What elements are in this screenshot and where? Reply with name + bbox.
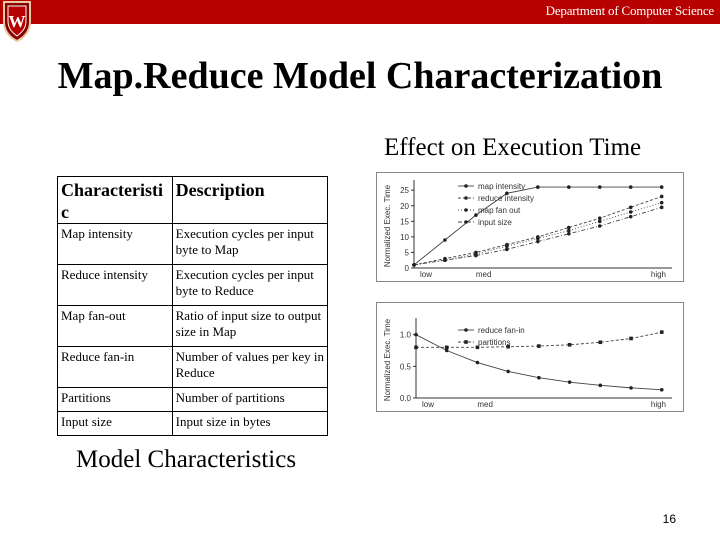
data-point [445, 349, 449, 353]
data-point [476, 361, 480, 365]
y-tick-label: 20 [400, 201, 409, 211]
university-crest-logo [1, 0, 33, 42]
data-point [536, 237, 540, 241]
chart-section-heading: Effect on Execution Time [384, 134, 642, 161]
legend-marker [464, 328, 468, 332]
data-point [629, 210, 633, 214]
table-row [58, 412, 328, 436]
x-tick-label: high [650, 270, 666, 279]
y-tick-label: 0.0 [399, 394, 411, 403]
table-cell-description: Number of values per key in Reduce [172, 347, 327, 388]
x-tick-label: med [475, 270, 492, 279]
legend-marker [464, 208, 468, 212]
y-axis-label: Normalized Exec. Time [383, 184, 392, 268]
y-tick-label: 25 [400, 186, 409, 196]
y-tick-label: 0.5 [399, 362, 411, 372]
table-cell-name: Reduce fan-in [58, 347, 173, 388]
chart-intensity [376, 172, 684, 282]
table-header-characteristic: Characteristi c [58, 177, 173, 224]
data-point [506, 370, 510, 374]
legend-marker [464, 340, 468, 344]
legend-label: map fan out [478, 206, 521, 215]
table-cell-description: Execution cycles per input byte to Reduce [172, 265, 327, 306]
data-point [598, 220, 602, 224]
table-row [58, 224, 328, 265]
x-tick-label: low [419, 270, 433, 279]
y-tick-label: 15 [400, 217, 409, 227]
data-point [629, 185, 633, 189]
data-point [474, 254, 478, 258]
data-point [537, 344, 541, 348]
legend-label: map intensity [478, 182, 526, 191]
table-row [58, 347, 328, 388]
table-header-description: Description [172, 177, 327, 224]
slide-title: Map.Reduce Model Characterization [57, 55, 663, 97]
data-point [568, 343, 572, 347]
legend-label: reduce intensity [478, 194, 535, 203]
table-cell-name: Map intensity [58, 224, 173, 265]
characteristics-table [57, 176, 328, 436]
table-cell-name: Reduce intensity [58, 265, 173, 306]
data-point [414, 333, 418, 337]
data-point [598, 216, 602, 220]
table-cell-description: Execution cycles per input byte to Map [172, 224, 327, 265]
table-cell-description: Number of partitions [172, 388, 327, 412]
data-point [414, 346, 418, 350]
data-point [567, 185, 571, 189]
legend-label: input size [478, 218, 512, 227]
chart-frame [377, 303, 684, 412]
table-row [58, 306, 328, 347]
chart-fanin-partitions [376, 302, 684, 412]
table-cell-name: Input size [58, 412, 173, 436]
legend-marker [464, 196, 468, 200]
data-point [568, 380, 572, 384]
data-point [598, 224, 602, 228]
legend-label: partitions [478, 338, 511, 347]
table-cell-description: Input size in bytes [172, 412, 327, 436]
data-point [443, 238, 447, 242]
data-point [505, 244, 509, 248]
data-point [505, 248, 509, 252]
x-tick-label: med [477, 400, 493, 409]
data-point [445, 346, 449, 350]
y-tick-label: 5 [404, 248, 409, 258]
data-point [537, 376, 541, 380]
data-point [629, 337, 633, 341]
data-point [660, 388, 664, 392]
y-tick-label: 1.0 [399, 330, 411, 340]
data-point [629, 386, 633, 390]
data-point [412, 263, 416, 267]
crest-letter: W [8, 12, 26, 31]
chart-intensity-svg [376, 172, 684, 282]
data-point [629, 206, 633, 210]
legend-label: reduce fan-in [478, 326, 525, 335]
data-point [599, 340, 603, 344]
page-number: 16 [662, 512, 676, 526]
x-tick-label: high [650, 400, 666, 409]
data-point [660, 206, 664, 210]
data-point [536, 240, 540, 244]
data-point [536, 185, 540, 189]
table-header-row [58, 177, 328, 224]
table-row [58, 388, 328, 412]
table-cell-description: Ratio of input size to output size in Map [172, 306, 327, 347]
y-tick-label: 10 [400, 232, 409, 242]
x-tick-label: low [421, 400, 435, 409]
table-cell-name: Map fan-out [58, 306, 173, 347]
data-point [660, 195, 664, 199]
data-point [660, 201, 664, 205]
data-point [567, 229, 571, 233]
y-axis-label: Normalized Exec. Time [383, 318, 392, 402]
table-caption: Model Characteristics [76, 446, 297, 473]
legend-marker [464, 220, 468, 224]
table-row [58, 265, 328, 306]
data-point [443, 258, 447, 262]
department-name: Department of Computer Science [545, 3, 714, 18]
data-point [599, 384, 603, 388]
data-point [660, 330, 664, 334]
legend-marker [464, 184, 468, 188]
chart-fanin-partitions-svg [376, 302, 684, 412]
table-cell-name: Partitions [58, 388, 173, 412]
data-point [598, 185, 602, 189]
data-point [629, 215, 633, 219]
data-point [660, 185, 664, 189]
data-point [567, 226, 571, 230]
data-point [567, 232, 571, 236]
y-tick-label: 0 [404, 264, 409, 273]
